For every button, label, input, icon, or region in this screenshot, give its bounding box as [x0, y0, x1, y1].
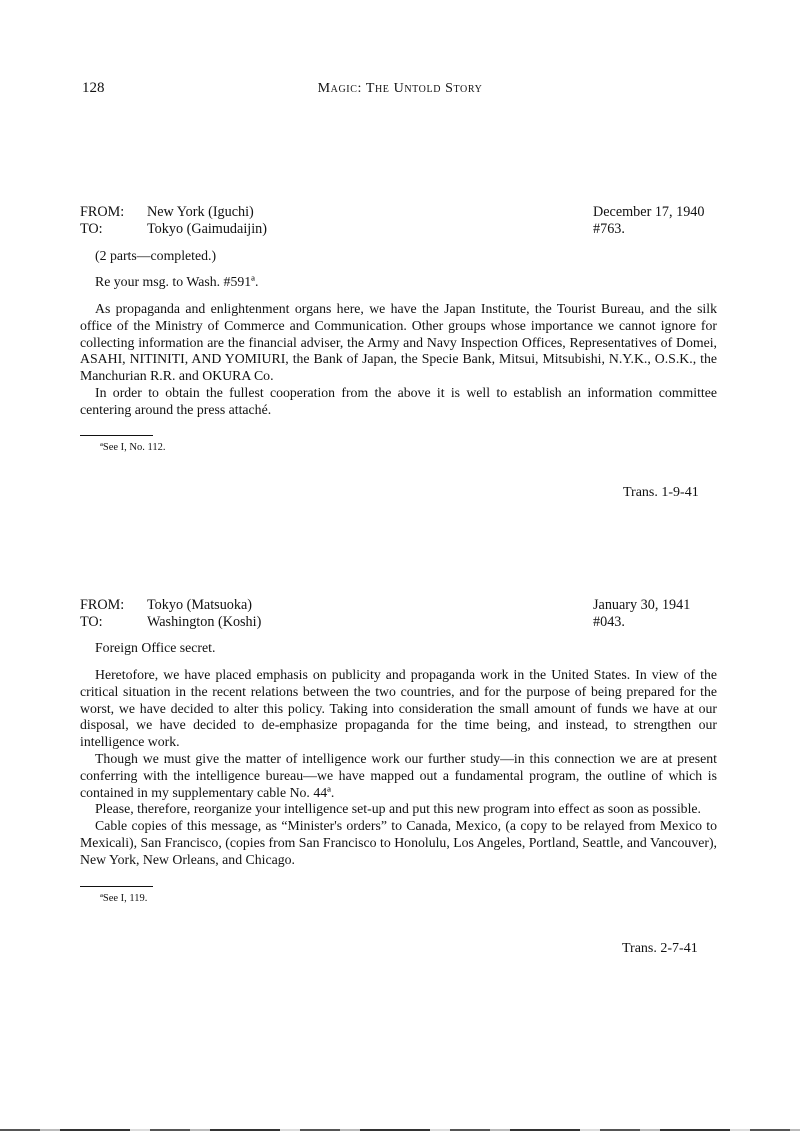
running-head: Magic: The Untold Story [317, 81, 483, 96]
message-note: Re your msg. to Wash. #591ª. [95, 274, 259, 289]
message-paragraph: Cable copies of this message, as “Minister's orders” to Canada, Mexico, (a copy to be relayed from Mexico to Mexicali), San Francisco, (copies from San Francisco to Honolulu, Los Angeles, Portland, Seattle, and Vancouver), New York, New Orleans, and Chicago. [80, 818, 717, 867]
page-number: 128 [82, 80, 105, 96]
message-date: January 30, 1941 [593, 597, 691, 613]
message-note: (2 parts—completed.) [95, 248, 217, 263]
message-paragraph: As propaganda and enlightenment organs here, we have the Japan Institute, the Tourist Bureau, and the silk office of the Ministry of Commerce and Communication. Other groups whose importance we cannot ignore for collecting information are the financial adviser, the Army and Navy Inspection Offices, Representatives of Domei, ASAHI, NITINITI, AND YOMIURI, the Bank of Japan, the Specie Bank, Mitsui, Mitsubishi, N.Y.K., O.S.K., the Manchurian R.R. and OKURA Co. [80, 301, 717, 384]
to-label: TO: [80, 614, 103, 630]
message-number: #763. [593, 221, 625, 237]
translation-date: Trans. 2-7-41 [622, 941, 698, 956]
page-edge [0, 1129, 800, 1131]
footnote: ªSee I, 119. [100, 892, 148, 904]
to-recipient: Washington (Koshi) [147, 614, 262, 630]
message-number: #043. [593, 614, 625, 630]
from-sender: New York (Iguchi) [147, 204, 254, 220]
footnote-rule [80, 886, 153, 887]
from-label: FROM: [80, 597, 125, 613]
from-label: FROM: [80, 204, 125, 220]
message-paragraph: In order to obtain the fullest cooperation from the above it is well to establish an information committee centering around the press attaché. [80, 384, 717, 417]
from-sender: Tokyo (Matsuoka) [147, 597, 252, 613]
translation-date: Trans. 1-9-41 [623, 485, 699, 500]
message-paragraph: Heretofore, we have placed emphasis on publicity and propaganda work in the United States. In view of the critical situation in the recent relations between the two countries, and for the purpose of being prepared for the worst, we have decided to alter this policy. Taking into consideration the small amount of funds we have at our disposal, we have decided to de-emphasize propaganda for the time being, and instead, to strengthen our intelligence work. [80, 667, 717, 750]
message-paragraph: Please, therefore, reorganize your intelligence set-up and put this new program into effect as soon as possible. [95, 801, 701, 817]
message-date: December 17, 1940 [593, 204, 705, 220]
message-note: Foreign Office secret. [95, 640, 216, 655]
to-label: TO: [80, 221, 103, 237]
message-2 [80, 597, 717, 904]
message-1 [80, 204, 717, 453]
message-header [80, 204, 717, 238]
message-header [80, 597, 717, 631]
footnote: ªSee I, No. 112. [100, 441, 166, 453]
message-paragraph: Though we must give the matter of intelligence work our further study—in this connection we are at present conferring with the intelligence bureau—we have mapped out a fundamental program, the outline of which is contained in my supplementary cable No. 44ª. [80, 750, 717, 800]
to-recipient: Tokyo (Gaimudaijin) [147, 221, 267, 237]
footnote-rule [80, 435, 153, 436]
